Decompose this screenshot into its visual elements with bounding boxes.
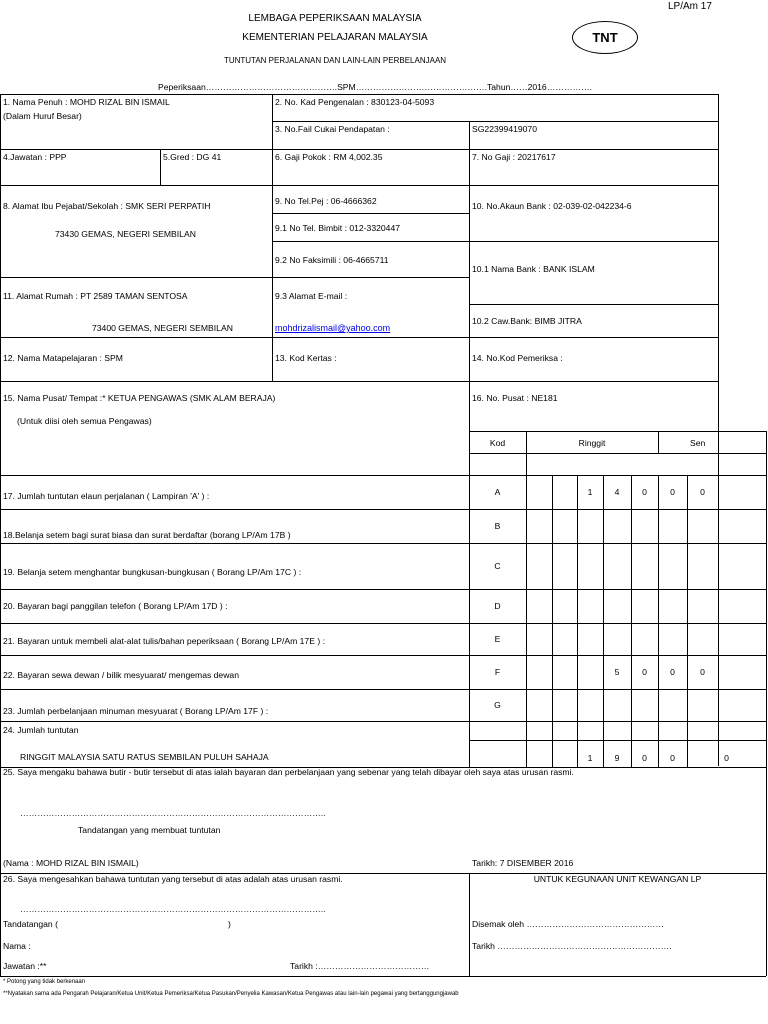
declaration-text: 25. Saya mengaku bahawa butir - butir tersebut di atas ialah bayaran dan perbelanjaan yang sebenar yang telah dibayar oleh saya atas urusan rasmi.	[3, 767, 574, 777]
full-name: 1. Nama Penuh : MOHD RIZAL BIN ISMAIL	[3, 97, 170, 107]
center-note: (Untuk diisi oleh semua Pengawas)	[17, 416, 152, 426]
amount-digit: 0	[670, 487, 675, 497]
ic-number: 2. No. Kad Pengenalan : 830123-04-5093	[275, 97, 435, 107]
form-title: TUNTUTAN PERJALANAN DAN LAIN-LAIN PERBELANJAAN	[223, 56, 447, 65]
mobile-phone: 9.1 No Tel. Bimbit : 012-3320447	[275, 223, 401, 233]
row-18-label: 18.Belanja setem bagi surat biasa dan surat berdaftar (borang LP/Am 17B )	[3, 530, 291, 540]
amount-digit: 4	[614, 487, 620, 497]
claimant-name: (Nama : MOHD RIZAL BIN ISMAIL)	[3, 858, 139, 868]
row-19-label: 19. Belanja setem menghantar bungkusan-bungkusan ( Borang LP/Am 17C ) :	[3, 567, 302, 577]
footnote-officer: **Nyatakan sama ada Pengarah Pelajaran/Ketua Unit/Ketua Pemeriksa/Ketua Pasukan/Penyelia Kawasan/Ketua Pengawas atau lain-lain pegawai yang bertanggungjawab	[3, 991, 459, 997]
home-address-line1: 11. Alamat Rumah : PT 2589 TAMAN SENTOSA	[3, 291, 188, 301]
center-name: 15. Nama Pusat/ Tempat :* KETUA PENGAWAS (SMK ALAM BERAJA)	[3, 393, 276, 403]
center-number: 16. No. Pusat : NE181	[472, 393, 558, 403]
reviewed-by-label: Disemak oleh …………………………………………	[472, 919, 664, 929]
header-kod: Kod	[489, 438, 506, 448]
row-24-label: 24. Jumlah tuntutan	[3, 725, 79, 735]
total-digit: 0	[642, 753, 647, 763]
header-sen: Sen	[690, 438, 706, 448]
email-link[interactable]: mohdrizalismail@yahoo.com	[275, 323, 391, 333]
row-20-label: 20. Bayaran bagi panggilan telefon ( Borang LP/Am 17D ) :	[3, 601, 228, 611]
office-phone: 9. No Tel.Pej : 06-4666362	[275, 196, 377, 206]
header-ringgit: Ringgit	[578, 438, 606, 448]
row-21-label: 21. Bayaran untuk membeli alat-alat tulis/bahan peperiksaan ( Borang LP/Am 17E ) :	[3, 636, 325, 646]
row-code: B	[494, 521, 501, 531]
row-code: A	[494, 487, 501, 497]
home-address-line2: 73400 GEMAS, NEGERI SEMBILAN	[92, 323, 233, 333]
tax-file-label: 3. No.Fail Cukai Pendapatan :	[275, 124, 390, 134]
bank-account: 10. No.Akaun Bank : 02-039-02-042234-6	[472, 201, 632, 211]
basic-salary: 6. Gaji Pokok : RM 4,002.35	[275, 152, 383, 162]
amount-digit: 5	[614, 667, 620, 677]
total-digit: 9	[614, 753, 620, 763]
exam-line: Peperiksaan……………………………………….SPM……………………………………….Tahun……2016…………….	[158, 82, 593, 92]
row-22-label: 22. Bayaran sewa dewan / bilik mesyuarat/ mengemas dewan	[3, 670, 239, 680]
position: 4.Jawatan : PPP	[3, 152, 67, 162]
bank-branch: 10.2 Caw.Bank: BIMB JITRA	[472, 316, 582, 326]
amount-digit: 0	[700, 667, 705, 677]
bank-name: 10.1 Nama Bank : BANK ISLAM	[472, 264, 595, 274]
form-code: LP/Am 17	[668, 1, 712, 12]
finance-date-label: Tarikh …………………………………………………….	[472, 941, 672, 951]
paper-code: 13. Kod Kertas :	[275, 353, 337, 363]
subject-name: 12. Nama Matapelajaran : SPM	[3, 353, 123, 363]
claimant-signature-label: Tandatangan yang membuat tuntutan	[78, 825, 221, 835]
total-digit: 0	[724, 753, 729, 763]
org-name: LEMBAGA PEPERIKSAAN MALAYSIA	[248, 13, 422, 24]
total-digit: 0	[670, 753, 675, 763]
row-code: C	[494, 561, 501, 571]
tax-file-value: SG22399419070	[472, 124, 537, 134]
claimant-signature-line: ……………………………………………………………………………………………..	[20, 808, 326, 818]
full-name-note: (Dalam Huruf Besar)	[3, 111, 82, 121]
row-code: F	[494, 667, 501, 677]
row-23-label: 23. Jumlah perbelanjaan minuman mesyuarat ( Borang LP/Am 17F ) :	[3, 706, 269, 716]
salary-number: 7. No Gaji : 20217617	[472, 152, 556, 162]
certifier-signature-line: ……………………………………………………………………………………………..	[20, 904, 326, 914]
footnote-strike: * Potong yang tidak berkenaan	[3, 979, 86, 985]
total-digit: 1	[587, 753, 593, 763]
office-address-line1: 8. Alamat Ibu Pejabat/Sekolah : SMK SERI PERPATIH	[3, 201, 211, 211]
amount-digit: 0	[700, 487, 705, 497]
certification-text: 26. Saya mengesahkan bahawa tuntutan yang tersebut di atas adalah atas urusan rasmi.	[3, 874, 343, 884]
amount-digit: 0	[642, 487, 647, 497]
examiner-code: 14. No.Kod Pemeriksa :	[472, 353, 563, 363]
fax-number: 9.2 No Faksimili : 06-4665711	[275, 255, 389, 265]
email-label: 9.3 Alamat E-mail :	[275, 291, 348, 301]
row-code: G	[494, 700, 501, 710]
total-in-words: RINGGIT MALAYSIA SATU RATUS SEMBILAN PULUH SAHAJA	[20, 752, 269, 762]
amount-digit: 0	[642, 667, 647, 677]
row-17-label: 17. Jumlah tuntutan elaun perjalanan ( Lampiran 'A' ) :	[3, 491, 210, 501]
row-code: D	[494, 601, 501, 611]
finance-unit-title: UNTUK KEGUNAAN UNIT KEWANGAN LP	[533, 874, 702, 884]
claim-date: Tarikh: 7 DISEMBER 2016	[472, 858, 574, 868]
ministry-name: KEMENTERIAN PELAJARAN MALAYSIA	[242, 32, 428, 43]
amount-digit: 1	[587, 487, 593, 497]
grade: 5.Gred : DG 41	[163, 152, 222, 162]
certifier-signature-label: Tandatangan (	[3, 919, 58, 929]
certifier-name-label: Nama :	[3, 941, 31, 951]
certifier-position-label: Jawatan :**	[3, 961, 47, 971]
row-code: E	[494, 634, 501, 644]
tnt-badge: TNT	[572, 21, 638, 54]
office-address-line2: 73430 GEMAS, NEGERI SEMBILAN	[55, 229, 196, 239]
certifier-date-label: Tarikh :…………………………………	[290, 961, 430, 971]
certifier-signature-close: )	[228, 919, 231, 929]
amount-digit: 0	[670, 667, 675, 677]
